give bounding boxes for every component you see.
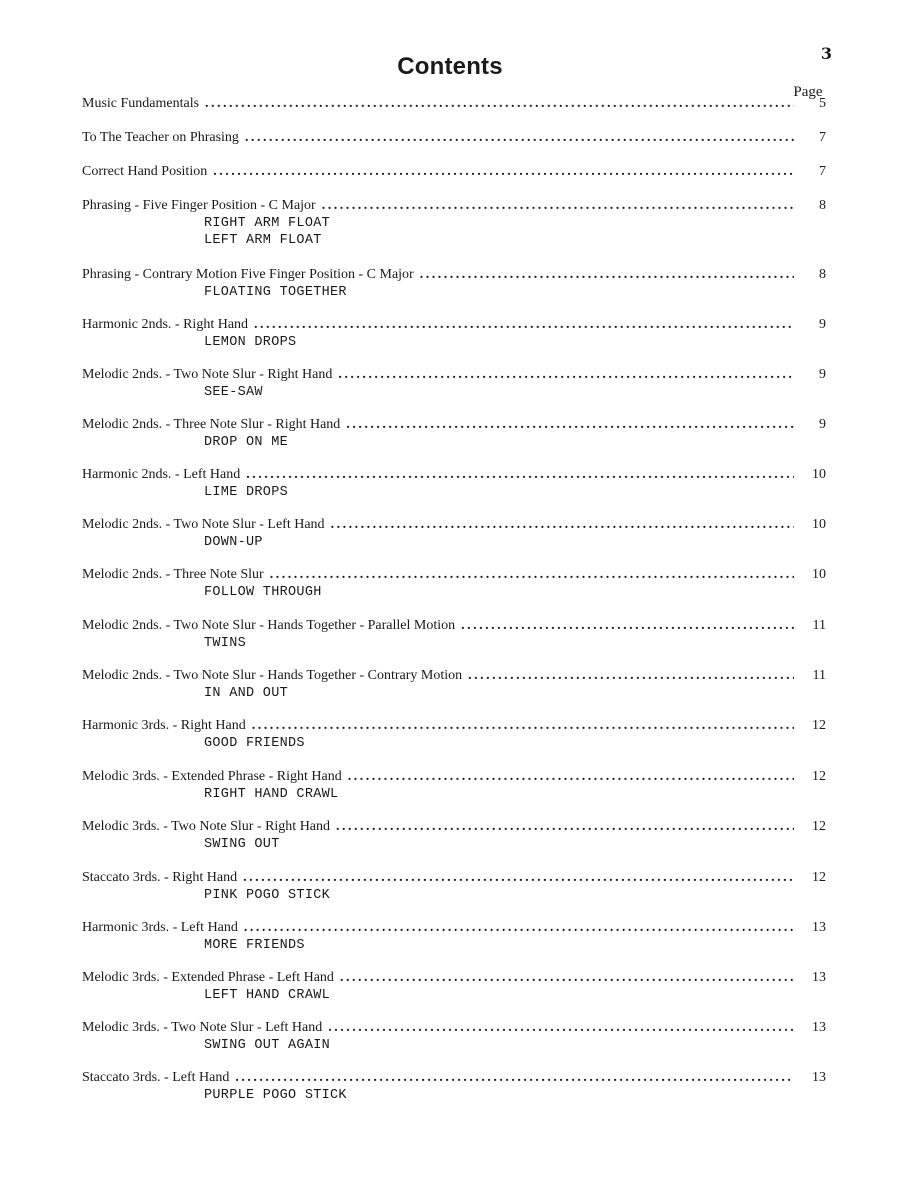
piece-title: GOOD FRIENDS	[204, 736, 305, 751]
piece-title: LEFT ARM FLOAT	[204, 233, 322, 248]
dot-leader	[338, 367, 794, 383]
dot-leader	[270, 567, 794, 583]
entry-page-number: 9	[819, 367, 826, 382]
toc-line	[82, 1020, 826, 1038]
entry-page-number: 12	[812, 769, 826, 784]
entry-page-number: 9	[819, 417, 826, 432]
entry-page-number: 5	[819, 96, 826, 111]
dot-leader	[346, 417, 794, 433]
toc-line	[82, 467, 826, 485]
entry-title: Melodic 3rds. - Two Note Slur - Left Hand	[82, 1020, 323, 1035]
page-title: Contents	[397, 53, 503, 80]
dot-leader	[245, 130, 794, 146]
dot-leader	[213, 164, 794, 180]
piece-title: FLOATING TOGETHER	[204, 285, 347, 300]
entry-title: Staccato 3rds. - Left Hand	[82, 1070, 230, 1085]
entry-title: Melodic 3rds. - Two Note Slur - Right Hand	[82, 819, 331, 834]
page-column-label: Page	[793, 84, 823, 100]
piece-title: LEFT HAND CRAWL	[204, 988, 331, 1003]
entry-title: Phrasing - Five Finger Position - C Major	[82, 198, 316, 213]
dot-leader	[252, 718, 794, 734]
entry-page-number: 11	[812, 618, 826, 633]
dot-leader	[244, 920, 794, 936]
entry-title: Melodic 2nds. - Two Note Slur - Left Hand	[82, 517, 325, 532]
toc-line	[82, 267, 826, 285]
toc-line	[82, 130, 826, 148]
entry-title: Staccato 3rds. - Right Hand	[82, 870, 238, 885]
toc-line	[82, 920, 826, 938]
entry-title: Melodic 2nds. - Two Note Slur - Hands Together - Contrary Motion	[82, 668, 463, 683]
entry-page-number: 9	[819, 317, 826, 332]
piece-title: TWINS	[204, 636, 247, 651]
entry-page-number: 10	[812, 567, 826, 582]
piece-title: PURPLE POGO STICK	[204, 1088, 347, 1103]
dot-leader	[336, 819, 794, 835]
toc-line	[82, 96, 826, 114]
entry-title: Phrasing - Contrary Motion Five Finger Position - C Major	[82, 267, 414, 282]
entry-title: Harmonic 3rds. - Right Hand	[82, 718, 246, 733]
entry-page-number: 13	[812, 1070, 826, 1085]
piece-title: LIME DROPS	[204, 485, 289, 500]
toc-line	[82, 769, 826, 787]
piece-title: SWING OUT AGAIN	[204, 1038, 331, 1053]
entry-page-number: 8	[819, 198, 826, 213]
dot-leader	[461, 618, 794, 634]
piece-title: RIGHT HAND CRAWL	[204, 787, 339, 802]
entry-page-number: 10	[812, 467, 826, 482]
entry-title: Melodic 3rds. - Extended Phrase - Right Hand	[82, 769, 342, 784]
dot-leader	[340, 970, 794, 986]
entry-page-number: 12	[812, 819, 826, 834]
entry-title: Melodic 2nds. - Two Note Slur - Right Hand	[82, 367, 333, 382]
toc-line	[82, 198, 826, 216]
entry-title: Melodic 3rds. - Extended Phrase - Left Hand	[82, 970, 334, 985]
piece-title: FOLLOW THROUGH	[204, 585, 322, 600]
toc-line	[82, 718, 826, 736]
entry-page-number: 13	[812, 920, 826, 935]
toc-line	[82, 517, 826, 535]
entry-title: Music Fundamentals	[82, 96, 200, 111]
entry-title: Melodic 2nds. - Two Note Slur - Hands Together - Parallel Motion	[82, 618, 456, 633]
entry-page-number: 7	[819, 164, 826, 179]
page-number: 3	[820, 44, 832, 63]
dot-leader	[328, 1020, 794, 1036]
entry-page-number: 13	[812, 1020, 826, 1035]
entry-page-number: 7	[819, 130, 826, 145]
entry-page-number: 13	[812, 970, 826, 985]
entry-title: Harmonic 3rds. - Left Hand	[82, 920, 238, 935]
entry-title: Harmonic 2nds. - Right Hand	[82, 317, 249, 332]
dot-leader	[348, 769, 794, 785]
entry-page-number: 8	[819, 267, 826, 282]
entry-page-number: 12	[812, 870, 826, 885]
entry-page-number: 10	[812, 517, 826, 532]
entry-title: Melodic 2nds. - Three Note Slur - Right Hand	[82, 417, 341, 432]
entry-title: Correct Hand Position	[82, 164, 208, 179]
toc-line	[82, 819, 826, 837]
dot-leader	[246, 467, 794, 483]
piece-title: MORE FRIENDS	[204, 938, 305, 953]
toc-line	[82, 317, 826, 335]
toc-line	[82, 567, 826, 585]
toc-line	[82, 618, 826, 636]
dot-leader	[420, 267, 794, 283]
toc-line	[82, 1070, 826, 1088]
piece-title: SWING OUT	[204, 837, 280, 852]
piece-title: SEE-SAW	[204, 385, 263, 400]
toc-line	[82, 367, 826, 385]
dot-leader	[254, 317, 794, 333]
entry-page-number: 11	[812, 668, 826, 683]
piece-title: LEMON DROPS	[204, 335, 297, 350]
piece-title: RIGHT ARM FLOAT	[204, 216, 331, 231]
toc-line	[82, 970, 826, 988]
entry-title: Harmonic 2nds. - Left Hand	[82, 467, 241, 482]
toc-line	[82, 668, 826, 686]
piece-title: IN AND OUT	[204, 686, 289, 701]
entry-title: To The Teacher on Phrasing	[82, 130, 239, 145]
dot-leader	[331, 517, 794, 533]
toc-line	[82, 870, 826, 888]
dot-leader	[235, 1070, 794, 1086]
dot-leader	[322, 198, 794, 214]
piece-title: DOWN-UP	[204, 535, 263, 550]
toc-line	[82, 417, 826, 435]
piece-title: DROP ON ME	[204, 435, 289, 450]
entry-page-number: 12	[812, 718, 826, 733]
dot-leader	[468, 668, 794, 684]
piece-title: PINK POGO STICK	[204, 888, 331, 903]
toc-line	[82, 164, 826, 182]
dot-leader	[243, 870, 794, 886]
entry-title: Melodic 2nds. - Three Note Slur	[82, 567, 264, 582]
dot-leader	[205, 96, 794, 112]
